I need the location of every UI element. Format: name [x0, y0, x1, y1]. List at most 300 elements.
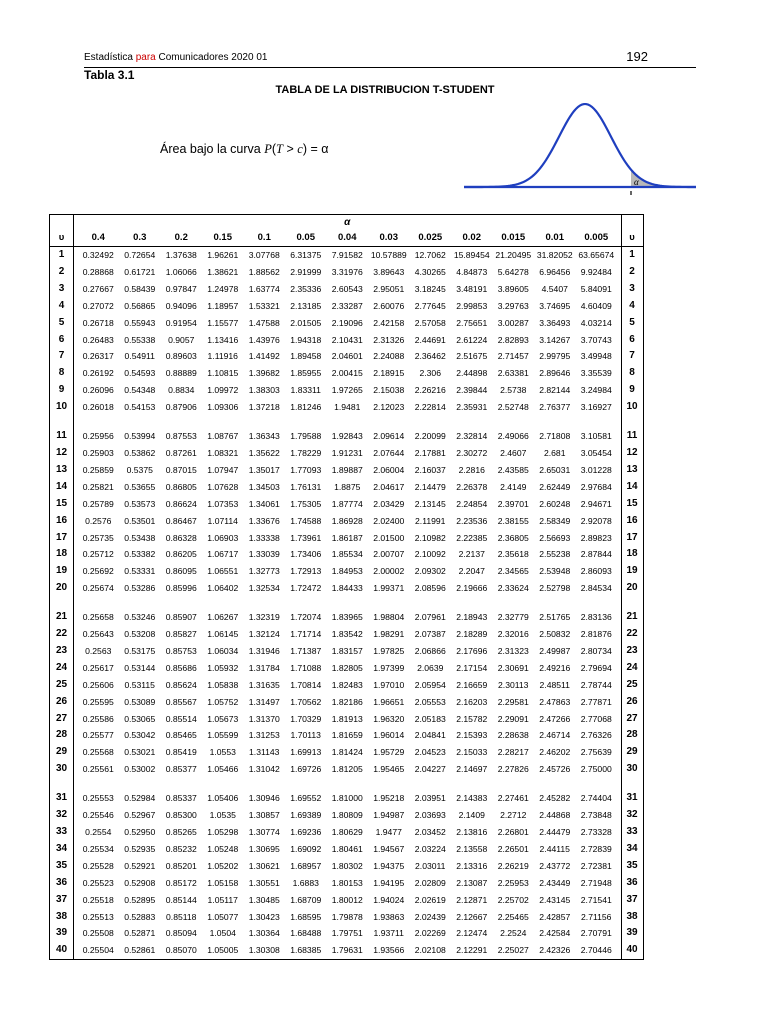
df-cell-left: 20: [50, 580, 74, 597]
df-cell-right: 18: [621, 546, 643, 563]
value-cell: 1.06402: [207, 583, 239, 594]
value-cell: 1.85534: [331, 549, 363, 560]
value-cell: 1.31370: [248, 713, 280, 724]
value-cell: 1.71387: [290, 645, 322, 656]
value-cell: 3.16927: [580, 402, 612, 413]
value-cell: 2.97684: [580, 481, 612, 492]
value-cell: 1.53321: [248, 300, 280, 311]
df-cell-right: 5: [621, 315, 643, 332]
value-cell: 1.97265: [331, 385, 363, 396]
table-row: [50, 626, 644, 643]
df-cell-left: 15: [50, 496, 74, 513]
value-cell: 1.94318: [290, 334, 322, 345]
value-cell: 0.54593: [124, 368, 156, 379]
table-row: [50, 807, 644, 824]
value-cell: 1.88562: [248, 266, 280, 277]
df-cell-right: 28: [621, 727, 643, 744]
value-cell: 0.25568: [82, 747, 114, 758]
df-cell-left: 33: [50, 824, 74, 841]
value-cell: 2.99853: [456, 300, 488, 311]
value-cell: 1.06551: [207, 566, 239, 577]
df-cell-right: 39: [621, 925, 643, 942]
value-cell: 2.14479: [414, 481, 446, 492]
table-row: [50, 298, 644, 315]
value-cell: 0.2554: [85, 827, 112, 837]
alpha-curve-label: α: [634, 177, 639, 187]
df-cell-left: 26: [50, 694, 74, 711]
value-cell: 0.72654: [124, 250, 156, 260]
value-cell: 0.85753: [165, 645, 197, 656]
value-cell: 2.09614: [373, 431, 405, 442]
value-cell: 1.34503: [248, 481, 280, 492]
value-cell: 0.85337: [165, 793, 197, 804]
value-cell: 1.72074: [290, 612, 322, 623]
value-cell: 2.18289: [456, 629, 488, 640]
value-cell: 0.26483: [82, 334, 114, 345]
header-text-accent: para: [135, 52, 156, 63]
df-cell-left: 21: [50, 609, 74, 626]
value-cell: 1.79588: [290, 431, 322, 442]
value-cell: 0.26096: [82, 385, 114, 396]
value-cell: 2.60543: [331, 283, 363, 294]
alpha-column-header: 0.3: [119, 230, 161, 247]
value-cell: 1.38621: [207, 266, 239, 277]
value-cell: 1.68709: [290, 894, 322, 905]
value-cell: 3.70743: [580, 334, 612, 345]
value-cell: 2.04601: [331, 351, 363, 362]
spacer-cell: [50, 597, 74, 609]
df-cell-right: 27: [621, 711, 643, 728]
value-cell: 0.53002: [124, 764, 156, 775]
df-cell-right: 4: [621, 298, 643, 315]
value-cell: 2.72839: [580, 843, 612, 854]
value-cell: 1.96651: [373, 696, 405, 707]
value-cell: 1.05838: [207, 679, 239, 690]
value-cell: 2.28638: [497, 730, 529, 741]
value-cell: 2.44691: [414, 334, 446, 345]
df-cell-right: 15: [621, 496, 643, 513]
value-cell: 2.18943: [456, 612, 488, 623]
value-cell: 1.9481: [334, 402, 361, 413]
value-cell: 1.84433: [331, 583, 363, 594]
value-cell: 3.18245: [414, 283, 446, 294]
value-cell: 1.36343: [248, 431, 280, 442]
value-cell: 1.93566: [368, 942, 410, 959]
value-cell: 1.68957: [290, 860, 322, 871]
value-cell: 2.29581: [497, 696, 529, 707]
value-cell: 2.43585: [497, 464, 529, 475]
value-cell: 1.06066: [165, 266, 197, 277]
value-cell: 1.33676: [248, 515, 280, 526]
df-cell-left: 9: [50, 382, 74, 399]
value-cell: 2.51765: [539, 612, 571, 623]
value-cell: 1.63774: [248, 283, 280, 294]
spacer-cell: [621, 778, 643, 790]
table-row: [50, 909, 644, 926]
table-row: [50, 643, 644, 660]
df-cell-left: 19: [50, 563, 74, 580]
value-cell: 2.76326: [580, 730, 612, 741]
value-cell: 2.36805: [497, 532, 529, 543]
page-header: [84, 49, 696, 68]
value-cell: 7.91582: [331, 250, 363, 260]
df-cell-right: 11: [621, 428, 643, 445]
value-cell: 2.02269: [414, 928, 446, 939]
value-cell: 0.26718: [82, 317, 114, 328]
value-cell: 4.03214: [580, 317, 612, 328]
value-cell: 2.43145: [539, 894, 571, 905]
table-row: [50, 925, 644, 942]
value-cell: 0.53115: [124, 679, 155, 690]
value-cell: 1.32124: [248, 629, 280, 640]
value-cell: 1.07114: [207, 515, 238, 526]
value-cell: 2.57058: [414, 317, 446, 328]
value-cell: 2.44868: [539, 810, 571, 821]
value-cell: 1.81424: [331, 747, 363, 758]
value-cell: 1.80629: [331, 827, 363, 837]
value-cell: 3.89605: [497, 283, 529, 294]
value-cell: 1.30308: [244, 942, 286, 959]
value-cell: 2.42158: [373, 317, 405, 328]
value-cell: 1.05932: [207, 662, 239, 673]
spacer-cell: [78, 778, 618, 790]
df-cell-left: 2: [50, 264, 74, 281]
value-cell: 1.89887: [331, 464, 363, 475]
value-cell: 1.70113: [290, 730, 321, 741]
value-cell: 1.05298: [207, 827, 239, 837]
value-cell: 2.74404: [580, 793, 612, 804]
value-cell: 0.27072: [82, 300, 114, 311]
value-cell: 2.92078: [580, 515, 612, 526]
value-cell: 3.36493: [539, 317, 571, 328]
df-cell-left: 16: [50, 513, 74, 530]
value-cell: 0.85465: [165, 730, 197, 741]
value-cell: 0.87906: [165, 402, 197, 413]
value-cell: 0.52861: [119, 942, 161, 959]
area-expr-c: c: [297, 142, 303, 156]
value-cell: 0.5375: [126, 464, 153, 475]
value-cell: 0.32492: [82, 250, 114, 260]
value-cell: 2.02809: [414, 877, 446, 888]
value-cell: 1.81000: [331, 793, 363, 804]
value-cell: 2.03951: [414, 793, 446, 804]
value-cell: 0.85232: [165, 843, 197, 854]
df-cell-right: 37: [621, 892, 643, 909]
df-cell-right: 23: [621, 643, 643, 660]
value-cell: 0.86805: [165, 481, 197, 492]
value-cell: 1.08321: [207, 447, 239, 458]
value-cell: 2.87844: [580, 549, 612, 560]
value-cell: 1.81205: [331, 764, 363, 775]
area-expr-open: (: [271, 142, 277, 156]
value-cell: 0.54153: [124, 402, 156, 413]
value-cell: 0.85624: [165, 679, 197, 690]
value-cell: 1.6883: [292, 877, 319, 888]
value-cell: 2.61224: [456, 334, 488, 345]
value-cell: 1.30551: [248, 877, 280, 888]
value-cell: 2.03452: [414, 827, 446, 837]
value-cell: 0.25534: [82, 843, 114, 854]
value-cell: 1.32319: [248, 612, 280, 623]
df-cell-right: 22: [621, 626, 643, 643]
header-text-after: Comunicadores 2020 01: [155, 52, 268, 63]
value-cell: 1.83542: [331, 629, 363, 640]
value-cell: 0.53501: [124, 515, 156, 526]
value-cell: 0.52921: [124, 860, 156, 871]
value-cell: 0.85996: [165, 583, 197, 594]
value-cell: 2.91999: [290, 266, 322, 277]
value-cell: 1.79878: [331, 911, 363, 922]
table-row: [50, 247, 644, 264]
area-expr-gt: >: [283, 142, 298, 156]
value-cell: 1.69913: [290, 747, 322, 758]
value-cell: 0.28868: [82, 266, 114, 277]
value-cell: 4.5407: [541, 283, 568, 294]
value-cell: 2.17696: [456, 645, 488, 656]
df-cell-right: 40: [621, 942, 643, 959]
value-cell: 0.25528: [82, 860, 114, 871]
value-cell: 0.25553: [82, 793, 114, 804]
value-cell: 1.79631: [327, 942, 369, 959]
value-cell: 0.25658: [82, 612, 114, 623]
value-cell: 2.2712: [500, 810, 527, 821]
value-cell: 0.25956: [82, 431, 114, 442]
value-cell: 2.05954: [414, 679, 446, 690]
value-cell: 1.30946: [248, 793, 280, 804]
value-cell: 2.95051: [373, 283, 405, 294]
value-cell: 0.53331: [124, 566, 156, 577]
value-cell: 2.02400: [373, 515, 405, 526]
value-cell: 1.37638: [165, 250, 197, 260]
value-cell: 3.74695: [539, 300, 571, 311]
value-cell: 2.14697: [456, 764, 488, 775]
value-cell: 0.27667: [82, 283, 114, 294]
value-cell: 2.30113: [498, 679, 529, 690]
value-cell: 3.49948: [580, 351, 612, 362]
df-cell-left: 27: [50, 711, 74, 728]
value-cell: 0.85094: [165, 928, 197, 939]
value-cell: 1.05248: [207, 843, 239, 854]
value-cell: 2.89823: [580, 532, 612, 543]
value-cell: 1.41492: [248, 351, 280, 362]
alpha-column-header: 0.02: [451, 230, 493, 247]
value-cell: 1.95218: [373, 793, 405, 804]
value-cell: 2.63381: [497, 368, 529, 379]
table-row: [50, 677, 644, 694]
table-row: [50, 365, 644, 382]
value-cell: 2.49216: [539, 662, 571, 673]
value-cell: 0.56865: [124, 300, 156, 311]
value-cell: 1.31497: [248, 696, 280, 707]
value-cell: 1.08767: [207, 431, 239, 442]
value-cell: 0.87261: [165, 447, 197, 458]
value-cell: 1.74588: [290, 515, 322, 526]
table-row: [50, 727, 644, 744]
page-number: 192: [626, 49, 648, 64]
value-cell: 3.01228: [580, 464, 612, 475]
df-cell-right: 24: [621, 660, 643, 677]
value-cell: 1.72472: [290, 583, 322, 594]
value-cell: 3.35539: [580, 368, 612, 379]
value-cell: 1.69092: [290, 843, 322, 854]
value-cell: 2.58349: [539, 515, 571, 526]
value-cell: 0.26317: [82, 351, 114, 362]
value-cell: 0.53042: [124, 730, 156, 741]
value-cell: 1.84953: [331, 566, 363, 577]
value-cell: 0.88889: [165, 368, 197, 379]
df-cell-left: 12: [50, 445, 74, 462]
value-cell: 1.07353: [207, 498, 239, 509]
value-cell: 1.82186: [331, 696, 363, 707]
table-row: [50, 563, 644, 580]
value-cell: 2.26216: [414, 385, 446, 396]
df-cell-left: 3: [50, 281, 74, 298]
df-cell-right: 2: [621, 264, 643, 281]
value-cell: 2.44479: [539, 827, 571, 837]
value-cell: 1.94195: [373, 877, 405, 888]
value-cell: 1.95729: [373, 747, 405, 758]
value-cell: 1.70562: [290, 696, 322, 707]
value-cell: 2.10092: [414, 549, 446, 560]
value-cell: 0.85144: [165, 894, 197, 905]
value-cell: 1.79751: [331, 928, 363, 939]
df-cell-left: 14: [50, 479, 74, 496]
value-cell: 0.85265: [165, 827, 197, 837]
value-cell: 2.73848: [580, 810, 612, 821]
value-cell: 2.72381: [580, 860, 612, 871]
table-row: [50, 942, 644, 959]
corner-cell-right: [621, 215, 643, 231]
table-row: [50, 332, 644, 349]
value-cell: 0.86205: [165, 549, 197, 560]
value-cell: 1.06903: [207, 532, 239, 543]
value-cell: 1.78229: [290, 447, 322, 458]
value-cell: 1.31143: [249, 747, 280, 758]
value-cell: 0.61721: [124, 266, 156, 277]
value-cell: 3.07768: [248, 250, 280, 260]
value-cell: 0.25617: [82, 662, 114, 673]
value-cell: 2.44898: [456, 368, 488, 379]
value-cell: 2.22814: [414, 402, 446, 413]
table-row: [50, 580, 644, 597]
t-distribution-table: [49, 214, 644, 960]
t-distribution-curve: [460, 98, 700, 200]
value-cell: 2.15033: [456, 747, 488, 758]
value-cell: 0.25859: [82, 464, 114, 475]
value-cell: 1.30857: [248, 810, 280, 821]
value-cell: 1.05158: [207, 877, 239, 888]
area-prefix: Área bajo la curva: [160, 142, 265, 156]
value-cell: 1.71714: [290, 629, 322, 640]
value-cell: 1.80153: [331, 877, 363, 888]
column-header-row: [50, 230, 644, 247]
value-cell: 1.05202: [207, 860, 239, 871]
value-cell: 1.30621: [248, 860, 280, 871]
df-cell-right: 30: [621, 761, 643, 778]
value-cell: 1.77093: [290, 464, 322, 475]
value-cell: 2.07387: [414, 629, 446, 640]
value-cell: 2.13145: [414, 498, 446, 509]
value-cell: 1.06717: [207, 549, 239, 560]
value-cell: 1.83311: [290, 385, 321, 396]
value-cell: 1.80012: [331, 894, 363, 905]
value-cell: 1.32773: [248, 566, 280, 577]
value-cell: 2.2047: [458, 566, 485, 577]
value-cell: 1.07947: [207, 464, 239, 475]
value-cell: 2.24088: [373, 351, 405, 362]
value-cell: 21.20495: [495, 250, 532, 260]
value-cell: 2.28217: [497, 747, 529, 758]
value-cell: 0.52883: [124, 911, 156, 922]
value-cell: 0.25513: [82, 911, 114, 922]
value-cell: 4.30265: [414, 266, 446, 277]
value-cell: 2.86093: [580, 566, 612, 577]
value-cell: 2.12474: [456, 928, 488, 939]
bell-curve-line: [464, 104, 696, 187]
value-cell: 1.47588: [248, 317, 280, 328]
value-cell: 2.65031: [539, 464, 571, 475]
table-row: [50, 445, 644, 462]
value-cell: 0.25586: [82, 713, 114, 724]
value-cell: 2.12667: [456, 911, 488, 922]
value-cell: 2.01500: [373, 532, 405, 543]
value-cell: 1.05466: [207, 764, 239, 775]
spacer-cell: [621, 597, 643, 609]
value-cell: 2.44115: [539, 843, 570, 854]
value-cell: 3.24984: [580, 385, 612, 396]
value-cell: 1.94987: [373, 810, 405, 821]
upsilon-header-left: υ: [50, 230, 74, 247]
value-cell: 2.2524: [500, 928, 527, 939]
value-cell: 2.06866: [414, 645, 446, 656]
value-cell: 2.34565: [497, 566, 529, 577]
df-cell-left: 23: [50, 643, 74, 660]
spacer-cell: [50, 416, 74, 428]
value-cell: 1.94024: [373, 894, 405, 905]
value-cell: 2.46714: [539, 730, 571, 741]
value-cell: 1.10815: [207, 368, 239, 379]
value-cell: 2.29091: [497, 713, 529, 724]
table-row: [50, 348, 644, 365]
corner-cell-left: [50, 215, 74, 231]
value-cell: 1.68595: [290, 911, 322, 922]
value-cell: 1.37218: [248, 402, 280, 413]
table-row: [50, 399, 644, 416]
table-row: [50, 694, 644, 711]
value-cell: 5.84091: [580, 283, 612, 294]
value-cell: 0.53573: [124, 498, 156, 509]
value-cell: 2.36462: [414, 351, 446, 362]
value-cell: 1.80809: [331, 810, 363, 821]
value-cell: 2.62449: [539, 481, 571, 492]
value-cell: 4.60409: [580, 300, 612, 311]
value-cell: 1.69552: [290, 793, 322, 804]
value-cell: 0.53065: [124, 713, 156, 724]
value-cell: 1.71088: [290, 662, 322, 673]
value-cell: 0.53382: [124, 549, 156, 560]
df-cell-right: 9: [621, 382, 643, 399]
value-cell: 2.306: [419, 368, 441, 379]
value-cell: 1.06267: [207, 612, 239, 623]
value-cell: 2.35618: [497, 549, 529, 560]
value-cell: 0.94096: [165, 300, 197, 311]
table-row: [50, 660, 644, 677]
value-cell: 0.52935: [124, 843, 156, 854]
value-cell: 2.45726: [539, 764, 571, 775]
df-cell-left: 18: [50, 546, 74, 563]
value-cell: 2.04841: [414, 730, 446, 741]
value-cell: 2.71808: [539, 431, 571, 442]
